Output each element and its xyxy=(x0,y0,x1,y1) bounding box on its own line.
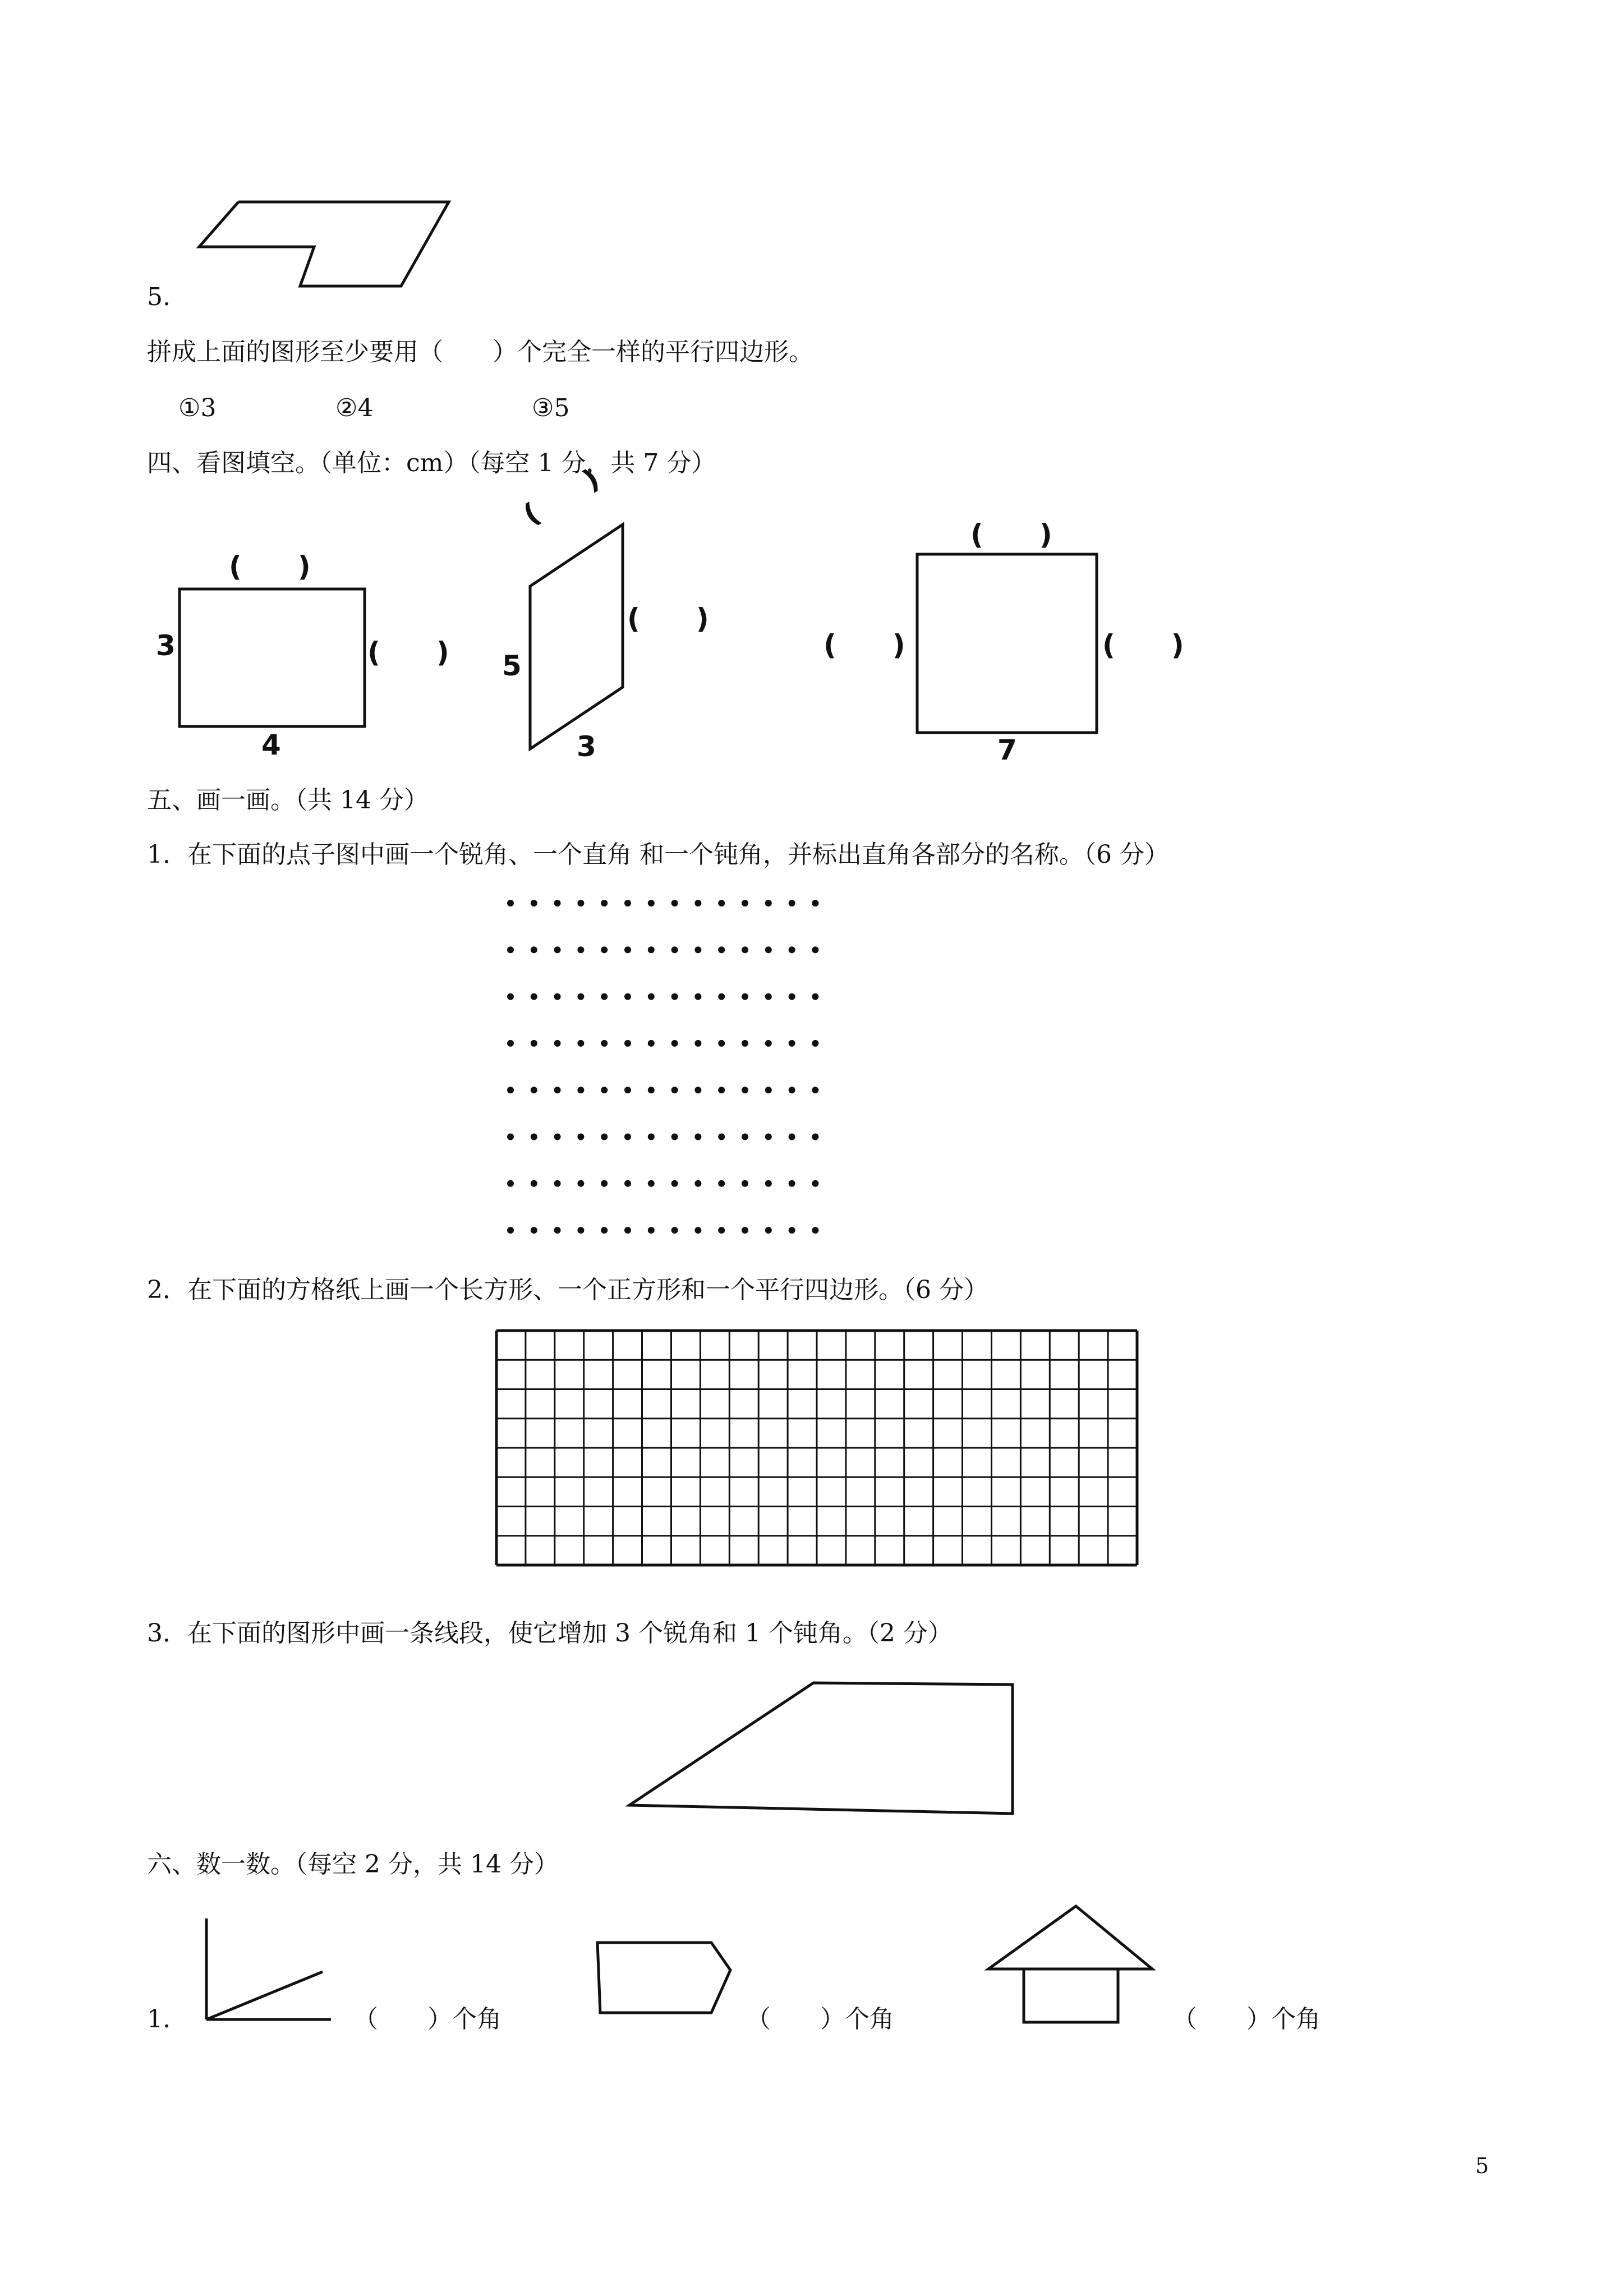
grid-dot[interactable] xyxy=(648,900,655,907)
grid-dot[interactable] xyxy=(507,900,514,907)
grid-dot[interactable] xyxy=(531,900,537,907)
grid-dot[interactable] xyxy=(554,1227,561,1234)
grid-dot[interactable] xyxy=(554,1134,561,1140)
grid-dot[interactable] xyxy=(531,1180,537,1187)
para-right-blank: ( ) xyxy=(627,602,709,635)
section6-heading: 六、数一数。（每空 2 分，共 14 分） xyxy=(147,1850,559,1879)
rect-right-blank: ( ) xyxy=(367,636,449,669)
section5-q3: 3．在下面的图形中画一条线段，使它增加 3 个锐角和 1 个钝角。（2 分） xyxy=(147,1619,953,1648)
grid-dot[interactable] xyxy=(694,1227,701,1234)
grid-dot[interactable] xyxy=(531,946,537,953)
grid-dot[interactable] xyxy=(671,1040,678,1047)
grid-dot[interactable] xyxy=(789,993,795,1000)
grid-dot[interactable] xyxy=(694,1180,701,1187)
grid-dot[interactable] xyxy=(554,993,561,1000)
answer-1[interactable]: （ ）个角 xyxy=(353,2005,502,2033)
grid-dot[interactable] xyxy=(671,1134,678,1140)
grid-dot[interactable] xyxy=(601,900,608,907)
section5-q2: 2．在下面的方格纸上画一个长方形、一个正方形和一个平行四边形。（6 分） xyxy=(147,1276,988,1304)
grid-dot[interactable] xyxy=(577,1040,584,1047)
grid-dot[interactable] xyxy=(742,1227,748,1234)
grid-dot[interactable] xyxy=(624,993,631,1000)
answer-3[interactable]: （ ）个角 xyxy=(1172,2005,1321,2033)
grid-dot[interactable] xyxy=(554,1040,561,1047)
square-right-blank: ( ) xyxy=(1102,629,1184,661)
grid-dot[interactable] xyxy=(577,1180,584,1187)
grid-dot[interactable] xyxy=(531,993,537,1000)
grid-dot[interactable] xyxy=(624,1134,631,1140)
q5-option-3: ③5 xyxy=(532,394,570,422)
grid-dot[interactable] xyxy=(765,993,772,1000)
grid-dot[interactable] xyxy=(812,1087,818,1093)
grid-dot[interactable] xyxy=(554,946,561,953)
square-left-blank: ( ) xyxy=(823,629,905,661)
grid-dot[interactable] xyxy=(601,1087,608,1093)
section5-heading: 五、画一画。（共 14 分） xyxy=(147,786,429,815)
grid-dot[interactable] xyxy=(507,946,514,953)
grid-dot[interactable] xyxy=(789,1087,795,1093)
grid-dot[interactable] xyxy=(577,946,584,953)
grid-dot[interactable] xyxy=(765,1180,772,1187)
grid-dot[interactable] xyxy=(648,1227,655,1234)
grid-dot[interactable] xyxy=(624,946,631,953)
grid-dot[interactable] xyxy=(624,1227,631,1234)
grid-dot[interactable] xyxy=(694,993,701,1000)
grid-dot[interactable] xyxy=(601,1134,608,1140)
para-top-blank: ( ) xyxy=(518,462,605,531)
grid-dot[interactable] xyxy=(671,1087,678,1093)
grid-dot[interactable] xyxy=(648,1087,655,1093)
grid-dot[interactable] xyxy=(718,900,725,907)
grid-dot[interactable] xyxy=(765,1040,772,1047)
q5-option-1: ①3 xyxy=(178,394,217,422)
grid-dot[interactable] xyxy=(718,1227,725,1234)
grid-dot[interactable] xyxy=(507,1087,514,1093)
parallelogram-shape xyxy=(530,524,623,749)
grid-dot[interactable] xyxy=(624,1087,631,1093)
q5-number: 5. xyxy=(147,283,171,311)
grid-dot[interactable] xyxy=(624,1040,631,1047)
para-bottom-label: 3 xyxy=(577,730,596,763)
grid-dot[interactable] xyxy=(789,900,795,907)
grid-dot[interactable] xyxy=(648,993,655,1000)
grid-dot[interactable] xyxy=(554,900,561,907)
grid-dot[interactable] xyxy=(694,1040,701,1047)
grid-dot[interactable] xyxy=(554,1180,561,1187)
grid-dot[interactable] xyxy=(601,1180,608,1187)
section6-q1-number: 1. xyxy=(147,2005,171,2033)
grid-dot[interactable] xyxy=(601,993,608,1000)
grid-dot[interactable] xyxy=(694,946,701,953)
angle-figure xyxy=(206,1918,331,2019)
grid-dot[interactable] xyxy=(624,900,631,907)
grid-dot[interactable] xyxy=(812,1227,818,1234)
grid-dot[interactable] xyxy=(577,1087,584,1093)
grid-dot[interactable] xyxy=(577,1134,584,1140)
grid-dot[interactable] xyxy=(671,900,678,907)
grid-dot[interactable] xyxy=(671,993,678,1000)
grid-dot[interactable] xyxy=(601,1227,608,1234)
grid-dot[interactable] xyxy=(577,900,584,907)
grid-dot[interactable] xyxy=(531,1087,537,1093)
section5-q1: 1．在下面的点子图中画一个锐角、一个直角 和一个钝角，并标出直角各部分的名称。（6 分） xyxy=(147,840,1169,869)
grid-dot[interactable] xyxy=(507,1227,514,1234)
grid-dot[interactable] xyxy=(812,1134,818,1140)
grid-dot[interactable] xyxy=(742,1087,748,1093)
grid-dot[interactable] xyxy=(812,1180,818,1187)
grid-dot[interactable] xyxy=(812,946,818,953)
page-number: 5 xyxy=(1475,2154,1489,2178)
grid-dot[interactable] xyxy=(648,946,655,953)
grid-dot[interactable] xyxy=(507,993,514,1000)
grid-dot[interactable] xyxy=(694,1087,701,1093)
grid-dot[interactable] xyxy=(671,946,678,953)
grid-dot[interactable] xyxy=(718,1180,725,1187)
rect-bottom-label: 4 xyxy=(261,729,281,761)
grid-dot[interactable] xyxy=(671,1180,678,1187)
section4-heading: 四、看图填空。（单位：cm）（每空 1 分，共 7 分） xyxy=(147,449,716,477)
grid-dot[interactable] xyxy=(742,1134,748,1140)
para-left-label: 5 xyxy=(502,650,522,682)
grid-dot[interactable] xyxy=(694,1134,701,1140)
grid-dot[interactable] xyxy=(648,1180,655,1187)
rect-top-blank: ( ) xyxy=(229,550,311,583)
rectangle-shape xyxy=(180,589,365,726)
grid-dot[interactable] xyxy=(624,1180,631,1187)
grid-dot[interactable] xyxy=(742,900,748,907)
grid-dot[interactable] xyxy=(718,1040,725,1047)
grid-dot[interactable] xyxy=(577,993,584,1000)
grid-dot[interactable] xyxy=(742,1040,748,1047)
house-figure xyxy=(988,1906,1152,2022)
grid-dot[interactable] xyxy=(718,1134,725,1140)
grid-dot[interactable] xyxy=(789,1180,795,1187)
grid-dot[interactable] xyxy=(648,1040,655,1047)
grid-dot[interactable] xyxy=(765,900,772,907)
grid-dot[interactable] xyxy=(694,900,701,907)
grid-dot[interactable] xyxy=(789,1227,795,1234)
grid-dot[interactable] xyxy=(718,1087,725,1093)
grid-dot[interactable] xyxy=(789,946,795,953)
grid-dot[interactable] xyxy=(812,993,818,1000)
grid-dot[interactable] xyxy=(718,946,725,953)
grid-dot[interactable] xyxy=(812,1040,818,1047)
grid-dot[interactable] xyxy=(531,1134,537,1140)
grid-dot[interactable] xyxy=(531,1040,537,1047)
grid-dot[interactable] xyxy=(577,1227,584,1234)
q5-question: 拼成上面的图形至少要用（ ）个完全一样的平行四边形。 xyxy=(147,338,813,366)
grid-dot[interactable] xyxy=(648,1134,655,1140)
q5-option-2: ②4 xyxy=(335,394,374,422)
grid-dot[interactable] xyxy=(765,1087,772,1093)
grid-dot[interactable] xyxy=(718,993,725,1000)
grid-dot[interactable] xyxy=(601,946,608,953)
pentagon-figure xyxy=(597,1943,730,2013)
square-bottom-label: 7 xyxy=(997,734,1017,766)
grid-dot[interactable] xyxy=(765,1227,772,1234)
grid-dot[interactable] xyxy=(507,1040,514,1047)
square-top-blank: ( ) xyxy=(970,518,1052,551)
grid-dot[interactable] xyxy=(507,1134,514,1140)
grid-dot[interactable] xyxy=(812,900,818,907)
grid-dot[interactable] xyxy=(531,1227,537,1234)
grid-dot[interactable] xyxy=(554,1087,561,1093)
rect-left-label: 3 xyxy=(156,629,176,662)
grid-dot[interactable] xyxy=(507,1180,514,1187)
grid-dot[interactable] xyxy=(789,1134,795,1140)
grid-dot[interactable] xyxy=(742,946,748,953)
grid-dot[interactable] xyxy=(789,1040,795,1047)
grid-dot[interactable] xyxy=(601,1040,608,1047)
grid-dot[interactable] xyxy=(765,1134,772,1140)
grid-dot[interactable] xyxy=(671,1227,678,1234)
grid-dot[interactable] xyxy=(742,1180,748,1187)
square-shape xyxy=(917,554,1097,733)
answer-2[interactable]: （ ）个角 xyxy=(746,2005,894,2033)
grid-dot[interactable] xyxy=(742,993,748,1000)
grid-dot[interactable] xyxy=(765,946,772,953)
